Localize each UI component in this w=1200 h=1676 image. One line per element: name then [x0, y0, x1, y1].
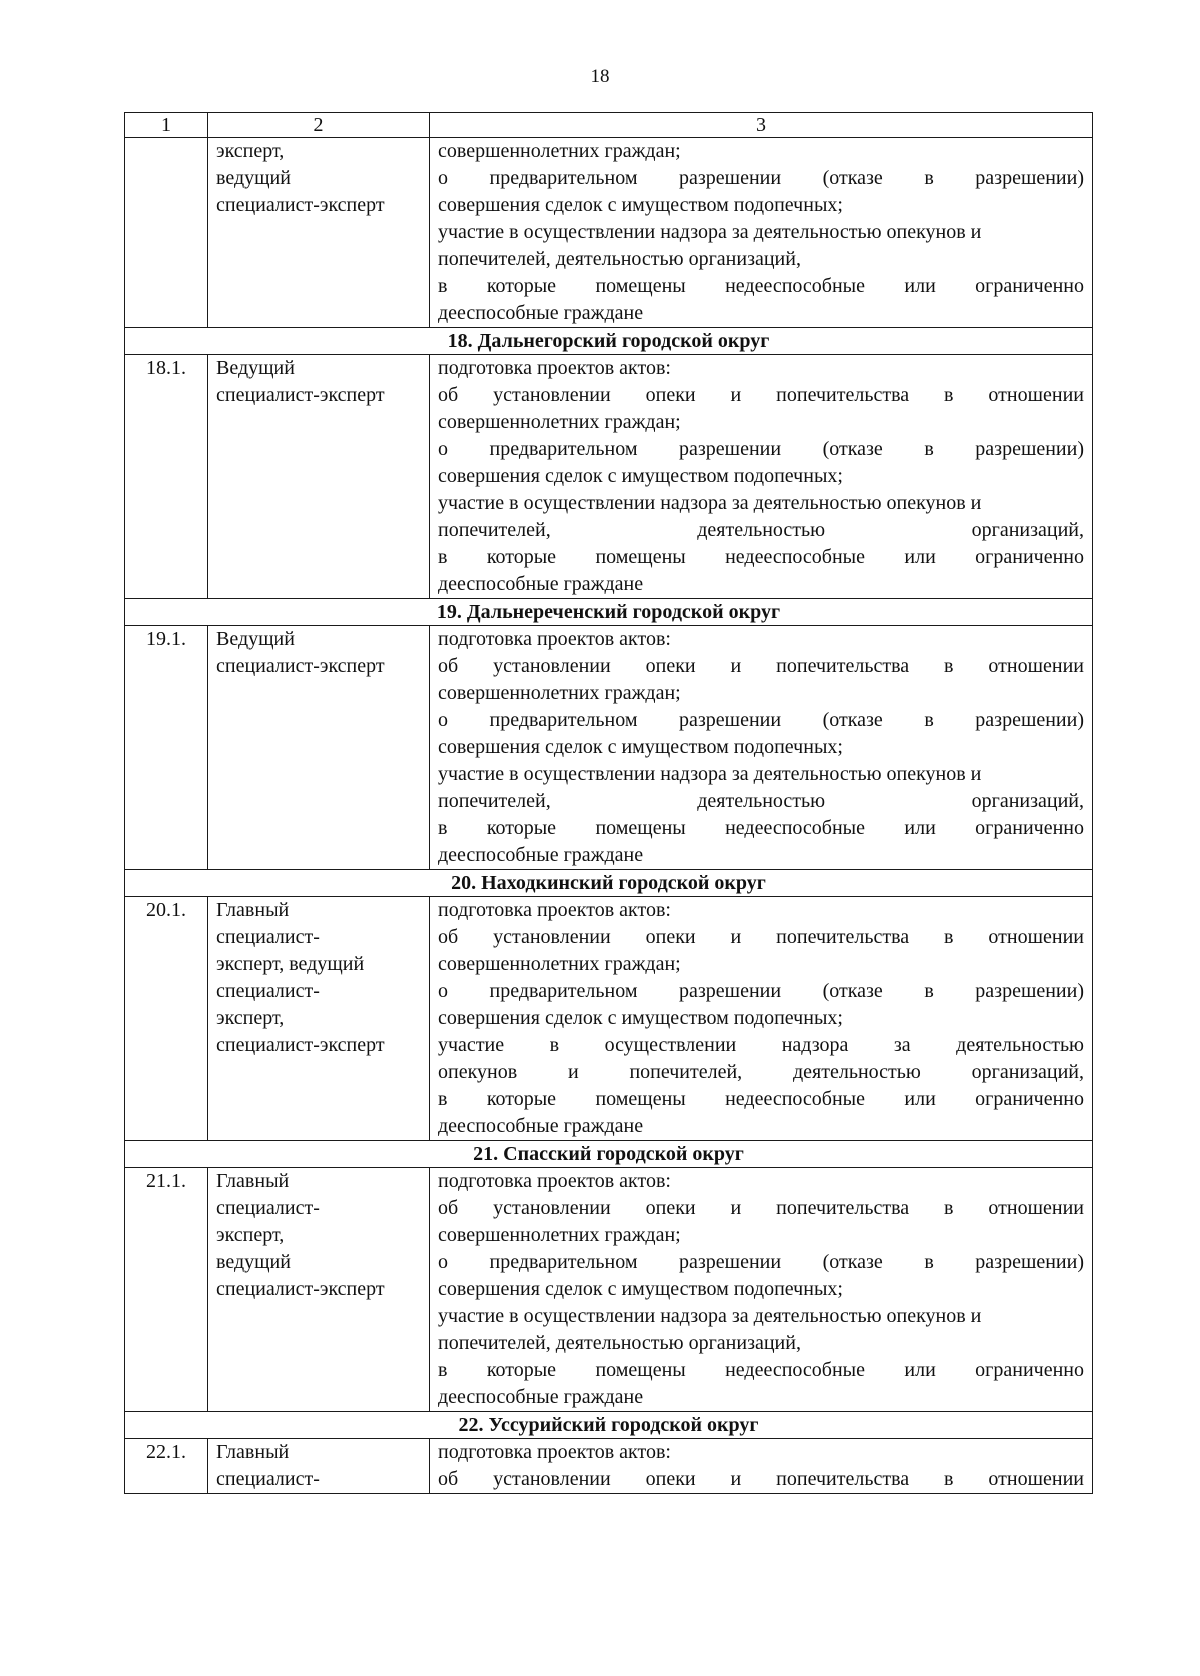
position-line: эксперт,	[216, 140, 285, 162]
table-row	[125, 355, 1093, 599]
duties-line: совершения сделок с имуществом подопечных;	[438, 194, 843, 216]
duties-line: участие в осуществлении надзора за деятельностью опекунов и	[438, 763, 982, 785]
position-line: специалист-	[216, 1197, 320, 1219]
duties-line: совершеннолетних граждан;	[438, 411, 681, 433]
continuation-row	[125, 138, 1093, 328]
duties-line: подготовка проектов актов:	[438, 899, 671, 921]
section-title: 22. Уссурийский городской округ	[125, 1412, 1093, 1439]
duties-line: об установлении опеки и попечительства в отношении	[438, 655, 1084, 677]
position-line: эксперт, ведущий	[216, 953, 365, 975]
row-number: 21.1.	[125, 1168, 208, 1412]
position-line: Ведущий	[216, 357, 295, 379]
duties-line: совершеннолетних граждан;	[438, 682, 681, 704]
row-number: 19.1.	[125, 626, 208, 870]
section-heading-row	[125, 599, 1093, 626]
duties-line: о предварительном разрешении (отказе в разрешении)	[438, 438, 1084, 460]
section-title: 21. Спасский городской округ	[125, 1141, 1093, 1168]
duties-cell	[430, 138, 1093, 328]
duties-line: опекунов и попечителей, деятельностью организаций,	[438, 1061, 1084, 1083]
position-line: специалист-эксперт	[216, 384, 385, 406]
duties-line: в которые помещены недееспособные или ограниченно	[438, 546, 1084, 568]
duties-line: подготовка проектов актов:	[438, 357, 671, 379]
section-heading-row	[125, 1412, 1093, 1439]
duties-line: попечителей, деятельностью организаций,	[438, 790, 1084, 812]
position-line: ведущий	[216, 1251, 291, 1273]
duties-line: совершения сделок с имуществом подопечных;	[438, 736, 843, 758]
duties-line: подготовка проектов актов:	[438, 628, 671, 650]
duties-line: участие в осуществлении надзора за деятельностью опекунов и	[438, 221, 982, 243]
column-header-2: 2	[208, 113, 430, 138]
position-line: специалист-эксперт	[216, 1278, 385, 1300]
staff-duties-table	[124, 112, 1093, 1494]
section-heading-row	[125, 870, 1093, 897]
position-line: ведущий	[216, 167, 291, 189]
section-heading-row	[125, 328, 1093, 355]
page-number: 18	[590, 66, 610, 87]
duties-cell	[430, 897, 1093, 1141]
position-line: специалист-	[216, 1468, 320, 1490]
duties-line: дееспособные граждане	[438, 1115, 644, 1137]
duties-line: участие в осуществлении надзора за деятельностью	[438, 1034, 1084, 1056]
duties-line: в которые помещены недееспособные или ограниченно	[438, 1088, 1084, 1110]
duties-line: подготовка проектов актов:	[438, 1441, 671, 1463]
duties-line: участие в осуществлении надзора за деятельностью опекунов и	[438, 492, 982, 514]
position-line: специалист-эксперт	[216, 194, 385, 216]
position-line: Ведущий	[216, 628, 295, 650]
duties-line: об установлении опеки и попечительства в отношении	[438, 384, 1084, 406]
position-line: эксперт,	[216, 1007, 285, 1029]
position-line: эксперт,	[216, 1224, 285, 1246]
table-row	[125, 1168, 1093, 1412]
duties-line: совершения сделок с имуществом подопечных;	[438, 1278, 843, 1300]
duties-line: в которые помещены недееспособные или ограниченно	[438, 275, 1084, 297]
section-title: 20. Находкинский городской округ	[125, 870, 1093, 897]
row-number: 22.1.	[125, 1439, 208, 1494]
position-cell	[208, 1439, 430, 1494]
duties-line: дееспособные граждане	[438, 844, 644, 866]
duties-line: участие в осуществлении надзора за деятельностью опекунов и	[438, 1305, 982, 1327]
duties-cell	[430, 1439, 1093, 1494]
row-number: 18.1.	[125, 355, 208, 599]
position-line: специалист-	[216, 926, 320, 948]
section-title: 18. Дальнегорский городской округ	[125, 328, 1093, 355]
table-row	[125, 626, 1093, 870]
duties-line: о предварительном разрешении (отказе в разрешении)	[438, 1251, 1084, 1273]
table-header-row	[125, 113, 1093, 138]
duties-line: совершения сделок с имуществом подопечных;	[438, 1007, 843, 1029]
duties-cell	[430, 355, 1093, 599]
duties-line: об установлении опеки и попечительства в отношении	[438, 926, 1084, 948]
section-heading-row	[125, 1141, 1093, 1168]
column-header-3: 3	[430, 113, 1093, 138]
position-line: Главный	[216, 1441, 290, 1463]
duties-line: дееспособные граждане	[438, 302, 644, 324]
table-row	[125, 1439, 1093, 1494]
position-line: Главный	[216, 899, 290, 921]
duties-line: о предварительном разрешении (отказе в разрешении)	[438, 980, 1084, 1002]
position-cell	[208, 1168, 430, 1412]
duties-line: совершеннолетних граждан;	[438, 140, 681, 162]
duties-line: о предварительном разрешении (отказе в разрешении)	[438, 709, 1084, 731]
position-line: специалист-эксперт	[216, 1034, 385, 1056]
row-number: 20.1.	[125, 897, 208, 1141]
duties-line: попечителей, деятельностью организаций,	[438, 1332, 801, 1354]
duties-line: подготовка проектов актов:	[438, 1170, 671, 1192]
duties-line: о предварительном разрешении (отказе в разрешении)	[438, 167, 1084, 189]
duties-line: в которые помещены недееспособные или ограниченно	[438, 1359, 1084, 1381]
duties-cell	[430, 1168, 1093, 1412]
duties-line: попечителей, деятельностью организаций,	[438, 248, 801, 270]
duties-cell	[430, 626, 1093, 870]
duties-line: дееспособные граждане	[438, 1386, 644, 1408]
section-title: 19. Дальнереченский городской округ	[125, 599, 1093, 626]
duties-line: совершеннолетних граждан;	[438, 1224, 681, 1246]
position-cell	[208, 355, 430, 599]
position-line: специалист-эксперт	[216, 655, 385, 677]
duties-line: об установлении опеки и попечительства в отношении	[438, 1468, 1084, 1490]
number-cell	[125, 138, 208, 328]
position-line: специалист-	[216, 980, 320, 1002]
table-row	[125, 897, 1093, 1141]
duties-line: об установлении опеки и попечительства в отношении	[438, 1197, 1084, 1219]
position-line: Главный	[216, 1170, 290, 1192]
duties-line: совершеннолетних граждан;	[438, 953, 681, 975]
duties-line: совершения сделок с имуществом подопечных;	[438, 465, 843, 487]
position-cell	[208, 626, 430, 870]
column-header-1: 1	[125, 113, 208, 138]
duties-line: в которые помещены недееспособные или ограниченно	[438, 817, 1084, 839]
position-cell	[208, 897, 430, 1141]
duties-line: дееспособные граждане	[438, 573, 644, 595]
duties-line: попечителей, деятельностью организаций,	[438, 519, 1084, 541]
position-cell	[208, 138, 430, 328]
